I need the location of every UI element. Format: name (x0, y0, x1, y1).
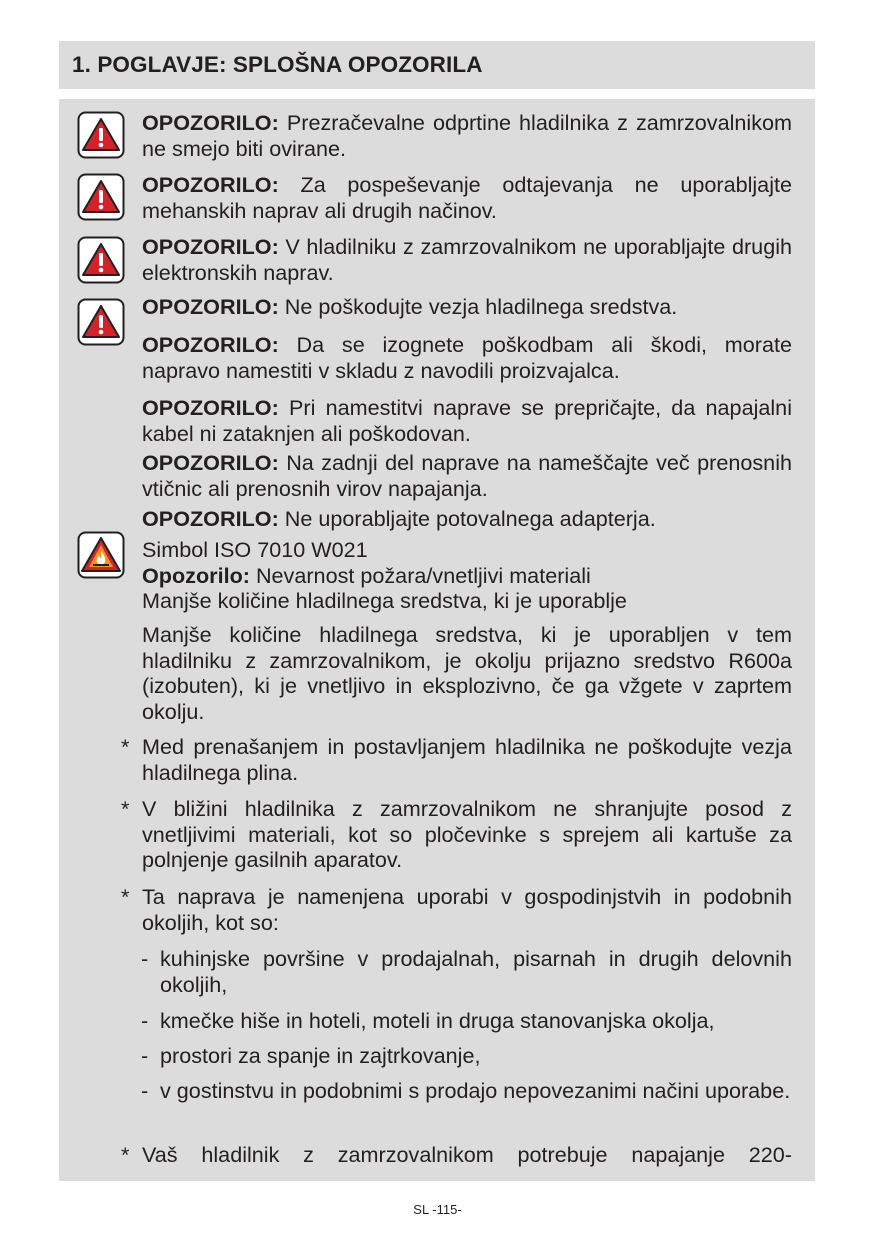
sub-item-text: kuhinjske površine v prodajalnah, pisarnah in drugih delovnih okoljih, (160, 946, 792, 997)
bullet-item (121, 1142, 792, 1168)
bullet-item (121, 796, 792, 873)
warning-text: Ne poškodujte vezja hladilnega sredstva. (284, 294, 678, 319)
warning-text: Za pospeševanje odtajevanja ne uporabljajte mehanskih naprav ali drugih načinov. (142, 172, 792, 223)
iso-warning-label: Opozorilo: (142, 562, 250, 588)
sub-list-item (141, 1008, 792, 1034)
warning-triangle-icon (77, 111, 125, 159)
iso-symbol-code: Simbol ISO 7010 W021 (142, 537, 368, 562)
sub-list-item (141, 1043, 792, 1069)
chapter-title: 1. POGLAVJE: SPLOŠNA OPOZORILA (72, 52, 483, 77)
warning-label: OPOZORILO: (142, 395, 279, 420)
sub-item-text: prostori za spanje in zajtrkovanje, (160, 1043, 481, 1068)
dash-marker: - (141, 1078, 149, 1103)
warning-item (142, 294, 792, 320)
flammable-material-icon (77, 531, 125, 579)
warning-label: OPOZORILO: (142, 450, 279, 475)
warning-label: OPOZORILO: (142, 234, 279, 259)
sub-list-item (141, 1078, 792, 1104)
warning-text: Da se izognete poškodbam ali škodi, morate napravo namestiti v skladu z navodili proizvajalca. (142, 332, 793, 383)
refrigerant-paragraph (142, 622, 792, 724)
warning-text: Ne uporabljajte potovalnega adapterja. (284, 506, 656, 531)
sub-item-text: kmečke hiše in hoteli, moteli in druga stanovanjska okolja, (160, 1008, 715, 1033)
bullet-marker: * (121, 884, 130, 909)
warning-triangle-icon (77, 298, 125, 346)
dash-marker: - (141, 1008, 149, 1033)
sub-list-item (141, 946, 792, 997)
warning-item (142, 332, 792, 383)
warning-triangle-icon (77, 173, 125, 221)
bullet-text: Ta naprava je namenjena uporabi v gospodinjstvih in podobnih okoljih, kot so: (142, 884, 792, 935)
warning-item (142, 395, 792, 446)
bullet-text: V bližini hladilnika z zamrzovalnikom ne shranjujte posod z vnetljivimi materiali, kot so pločevinke s sprejem ali kartuše za polnjenje gasilnih aparatov. (142, 796, 792, 872)
bullet-marker: * (121, 796, 130, 821)
chapter-header (59, 41, 815, 89)
sub-item-text: v gostinstvu in podobnimi s prodajo nepovezanimi načini uporabe. (160, 1078, 791, 1103)
warning-item (142, 110, 792, 161)
warning-item (142, 450, 792, 501)
warning-text: Na zadnji del naprave na nameščajte več prenosnih vtičnic ali prenosnih virov napajanja. (142, 450, 792, 501)
iso-symbol-block (142, 537, 792, 614)
bullet-text: Vaš hladilnik z zamrzovalnikom potrebuje napajanje 220- (142, 1142, 792, 1167)
warning-label: OPOZORILO: (142, 294, 279, 319)
dash-marker: - (141, 946, 149, 971)
warning-item (142, 172, 792, 223)
page-number: SL -115- (413, 1202, 462, 1217)
warning-triangle-icon (77, 236, 125, 284)
refrigerant-text: Manjše količine hladilnega sredstva, ki je uporabljen v tem hladilniku z zamrzovalnikom, je okolju prijazno sredstvo R600a (izobuten), ki je vnetljivo in eksplozivno, če ga vžgete v zaprtem okolju. (142, 622, 792, 724)
iso-warning-text: Nevarnost požara/vnetljivi materiali (255, 562, 591, 588)
bullet-marker: * (121, 1142, 130, 1167)
warning-text: Pri namestitvi naprave se prepričajte, da napajalni kabel ni zataknjen ali poškodovan. (142, 395, 792, 446)
dash-marker: - (141, 1043, 149, 1068)
warning-label: OPOZORILO: (142, 110, 279, 135)
warning-item (142, 506, 792, 532)
bullet-item (121, 884, 792, 935)
iso-note: Manjše količine hladilnega sredstva, ki je uporablje (142, 588, 627, 613)
warning-label: OPOZORILO: (142, 332, 279, 357)
warning-text: Prezračevalne odprtine hladilnika z zamrzovalnikom ne smejo biti ovirane. (142, 110, 793, 161)
warning-label: OPOZORILO: (142, 506, 279, 531)
warning-item (142, 234, 792, 285)
warning-label: OPOZORILO: (142, 172, 279, 197)
warning-text: V hladilniku z zamrzovalnikom ne uporabljajte drugih elektronskih naprav. (142, 234, 793, 285)
bullet-text: Med prenašanjem in postavljanjem hladilnika ne poškodujte vezja hladilnega plina. (142, 734, 792, 785)
bullet-item (121, 734, 792, 785)
bullet-marker: * (121, 734, 130, 759)
